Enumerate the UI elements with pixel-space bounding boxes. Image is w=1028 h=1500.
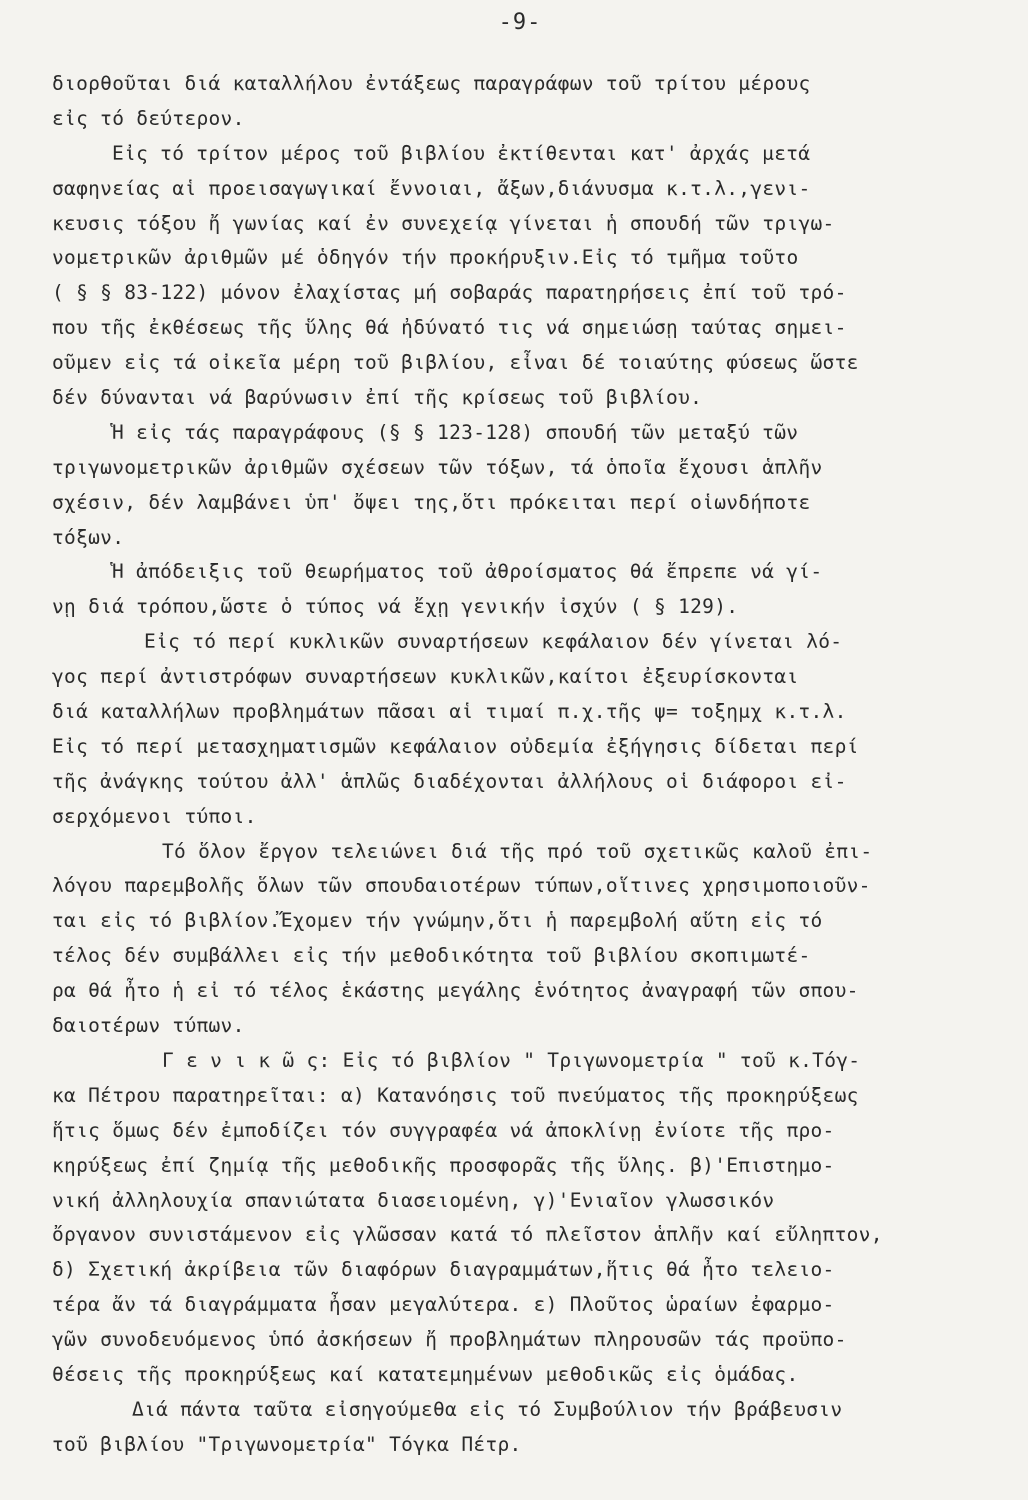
text-line: γῶν συνοδευόμενος ὑπό ἀσκήσεων ἤ προβλημάτων πληρουσῶν τάς προϋπο- bbox=[52, 1328, 847, 1352]
text-line: νομετρικῶν ἀριθμῶν μέ ὁδηγόν τήν προκήρυξιν.Εἰς τό τμῆμα τοῦτο bbox=[52, 246, 799, 270]
text-line: τοῦ βιβλίου "Τριγωνομετρία" Τόγκα Πέτρ. bbox=[52, 1432, 522, 1456]
text-line: κευσις τόξου ἤ γωνίας καί ἐν συνεχείᾳ γίνεται ἡ σπουδή τῶν τριγω- bbox=[52, 211, 835, 235]
paragraph-2 bbox=[52, 137, 988, 416]
paragraph-3 bbox=[52, 416, 988, 556]
text-line: Εἰς τό περί μετασχηματισμῶν κεφάλαιον οὐδεμία ἐξήγησις δίδεται περί bbox=[52, 734, 859, 758]
text-line: ρα θά ἦτο ἡ εἰ τό τέλος ἑκάστης μεγάλης ἑνότητος ἀναγραφή τῶν σπου- bbox=[52, 979, 859, 1003]
text-line: δέν δύνανται νά βαρύνωσιν ἐπί τῆς κρίσεως τοῦ βιβλίου. bbox=[52, 386, 703, 410]
text-line: Εἰς τό τρίτον μέρος τοῦ βιβλίου ἐκτίθενται κατ' ἀρχάς μετά bbox=[112, 141, 811, 165]
text-line: τόξων. bbox=[52, 525, 125, 549]
text-line: οῦμεν εἰς τά οἰκεῖα μέρη τοῦ βιβλίου, εἶναι δέ τοιαύτης φύσεως ὥστε bbox=[52, 351, 859, 375]
paragraph-4 bbox=[52, 555, 988, 625]
text-line: κηρύξεως ἐπί ζημίᾳ τῆς μεθοδικῆς προσφορᾶς τῆς ὕλης. β)'Επιστημο- bbox=[52, 1153, 835, 1177]
text-line: κα Πέτρου παρατηρεῖται: α) Κατανόησις τοῦ πνεύματος τῆς προκηρύξεως bbox=[52, 1083, 859, 1107]
text-line: σαφηνείας αἱ προεισαγωγικαί ἔννοιαι, ἄξων,διάνυσμα κ.τ.λ.,γενι- bbox=[52, 176, 811, 200]
text-line: διορθοῦται διά καταλλήλου ἐντάξεως παραγράφων τοῦ τρίτου μέρους bbox=[52, 72, 811, 95]
text-line: σερχόμενοι τύποι. bbox=[52, 804, 257, 828]
text-line: εἰς τό δεύτερον. bbox=[52, 106, 245, 130]
text-line: δαιοτέρων τύπων. bbox=[52, 1014, 245, 1038]
text-line: σχέσιν, δέν λαμβάνει ὑπ' ὄψει της,ὅτι πρόκειται περί οἱωνδήποτε bbox=[52, 490, 811, 514]
text-line: τριγωνομετρικῶν ἀριθμῶν σχέσεων τῶν τόξων, τά ὁποῖα ἔχουσι ἁπλῆν bbox=[52, 455, 823, 479]
text-line: ται εἰς τό βιβλίον.Ἔχομεν τήν γνώμην,ὅτι ἡ παρεμβολή αὕτη εἰς τό bbox=[52, 909, 823, 933]
text-line: νῃ διά τρόπου,ὥστε ὁ τύπος νά ἔχῃ γενικήν ἰσχύν ( § 129). bbox=[52, 595, 739, 619]
page-number: -9- bbox=[498, 10, 542, 35]
text-line: Ἡ εἰς τάς παραγράφους (§ § 123-128) σπουδή τῶν μεταξύ τῶν bbox=[112, 420, 799, 444]
text-line: λόγου παρεμβολῆς ὅλων τῶν σπουδαιοτέρων τύπων,οἵτινες χρησιμοποιοῦν- bbox=[52, 874, 871, 898]
text-line: θέσεις τῆς προκηρύξεως καί κατατεμημένων μεθοδικῶς εἰς ὁμάδας. bbox=[52, 1362, 799, 1386]
paragraph-recommendation bbox=[52, 1393, 988, 1463]
text-line: γος περί ἀντιστρόφων συναρτήσεων κυκλικῶν,καίτοι ἐξευρίσκονται bbox=[52, 665, 799, 689]
lead-word: Γ ε ν ι κ ῶ ς: bbox=[162, 1048, 331, 1072]
lead-continuation: Εἰς τό βιβλίον " Τριγωνομετρία " τοῦ κ.Τόγ- bbox=[330, 1048, 861, 1072]
text-line: διά καταλλήλων προβλημάτων πᾶσαι αἱ τιμαί π.χ.τῆς ψ= τοξημχ κ.τ.λ. bbox=[52, 700, 847, 724]
text-line bbox=[52, 1044, 988, 1079]
text-line: Τό ὅλον ἔργον τελειώνει διά τῆς πρό τοῦ σχετικῶς καλοῦ ἐπι- bbox=[162, 839, 873, 863]
text-line: ἥτις ὅμως δέν ἐμποδίζει τόν συγγραφέα νά ἀποκλίνῃ ἐνίοτε τῆς προ- bbox=[52, 1118, 835, 1142]
text-line: νική ἀλληλουχία σπανιώτατα διασειομένη, γ)'Ενιαῖον γλωσσικόν bbox=[52, 1188, 775, 1212]
paragraph-5 bbox=[52, 625, 988, 834]
paragraph-6 bbox=[52, 835, 988, 1044]
text-line: ὄργανον συνιστάμενον εἰς γλῶσσαν κατά τό πλεῖστον ἁπλῆν καί εὔληπτον, bbox=[52, 1223, 883, 1247]
text-line: τέρα ἄν τά διαγράμματα ἦσαν μεγαλύτερα. ε) Πλοῦτος ὡραίων ἐφαρμο- bbox=[52, 1293, 835, 1317]
text-line: τῆς ἀνάγκης τούτου ἀλλ' ἁπλῶς διαδέχονται ἀλλήλους οἱ διάφοροι εἰ- bbox=[52, 769, 847, 793]
text-line: Ἡ ἀπόδειξις τοῦ θεωρήματος τοῦ ἀθροίσματος θά ἔπρεπε νά γί- bbox=[112, 560, 823, 584]
text-line: που τῆς ἐκθέσεως τῆς ὕλης θά ἠδύνατό τις νά σημειώσῃ ταύτας σημει- bbox=[52, 316, 847, 340]
text-line: τέλος δέν συμβάλλει εἰς τήν μεθοδικότητα τοῦ βιβλίου σκοπιμωτέ- bbox=[52, 944, 811, 968]
text-line: Εἰς τό περί κυκλικῶν συναρτήσεων κεφάλαιον δέν γίνεται λό- bbox=[144, 630, 843, 654]
paragraph-1 bbox=[52, 67, 988, 137]
paragraph-conclusion bbox=[52, 1044, 988, 1393]
text-line: Διά πάντα ταῦτα εἰσηγούμεθα εἰς τό Συμβούλιον τήν βράβευσιν bbox=[132, 1397, 843, 1421]
text-line: ( § § 83-122) μόνον ἐλαχίστας μή σοβαράς παρατηρήσεις ἐπί τοῦ τρό- bbox=[52, 281, 847, 305]
text-line: δ) Σχετική ἀκρίβεια τῶν διαφόρων διαγραμμάτων,ἥτις θά ἦτο τελειο- bbox=[52, 1258, 835, 1282]
